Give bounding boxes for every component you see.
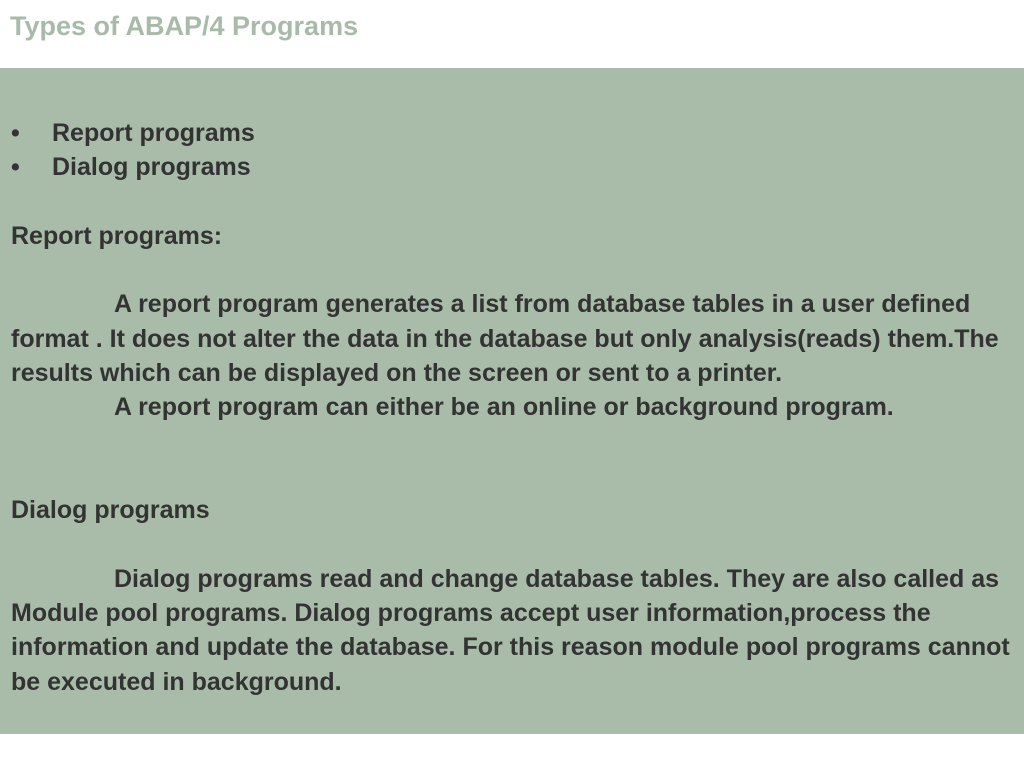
list-item-dialog-programs <box>11 150 1016 184</box>
bullet-icon: • <box>11 153 20 182</box>
list-item-label: Report programs <box>52 119 255 147</box>
bullet-icon: • <box>11 119 20 147</box>
slide-title: Types of ABAP/4 Programs <box>10 11 359 41</box>
report-programs-paragraph-2: A report program can either be an online or background program. <box>114 393 894 422</box>
dialog-programs-paragraph-1: Dialog programs read and change database tables. They are also called as Module pool programs. Dialog programs accept user information,process the information and update the database. For this reason module pool programs cannot be executed in background. <box>11 564 1010 696</box>
list-item-report-programs <box>11 116 1016 150</box>
content-panel <box>0 68 1024 734</box>
list-item-label: Dialog programs <box>52 153 251 182</box>
dialog-programs-heading: Dialog programs <box>11 496 210 525</box>
report-programs-paragraph-1: A report program generates a list from database tables in a user defined format . It does not alter the data in the database but only analysis(reads) them.The results which can be displayed on the screen or sent to a printer. <box>11 290 999 388</box>
slide-body <box>11 116 1016 699</box>
report-programs-heading: Report programs: <box>11 221 223 250</box>
program-types-list <box>11 116 1016 185</box>
